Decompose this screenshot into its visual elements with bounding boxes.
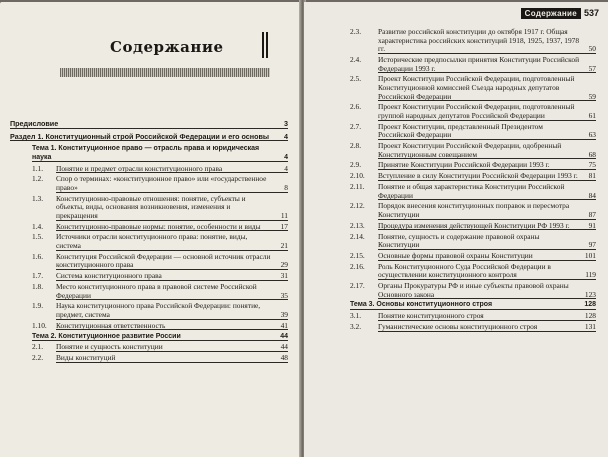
toc-entry-number: 1.6. <box>32 251 44 261</box>
toc-entry <box>350 161 596 170</box>
toc-entry-title: Система конституционного права <box>56 272 288 281</box>
toc-entry-page: 44 <box>280 332 288 340</box>
toc-entry-title: Спор о терминах: «конституционное право» или «государственное право» <box>56 175 288 192</box>
toc-entry-number: 2.1. <box>32 342 44 352</box>
heading-rule <box>60 68 270 77</box>
toc-entry-number: 2.13. <box>350 220 365 230</box>
toc-entry-title: Предисловие <box>10 120 288 129</box>
toc-entry-number: 1.4. <box>32 221 44 231</box>
toc-entry-number: 2.7. <box>350 121 362 131</box>
toc-entry-title: Органы Прокуратуры РФ и иные субъекты правовой охраны Основного закона <box>378 282 596 299</box>
toc-entry <box>350 222 596 231</box>
toc-entry-title: Конституционная ответственность <box>56 322 288 331</box>
toc-entry <box>32 175 288 192</box>
toc-entry-page: 84 <box>588 190 596 200</box>
toc-entry-title: Тема 1. Конституционное право — отрасль права и юридическая наука <box>32 145 288 162</box>
toc-entry-title: Понятие конституционного строя <box>378 312 596 321</box>
toc-entry-number: 2.8. <box>350 141 362 151</box>
toc-entry <box>350 172 596 181</box>
toc-entry-page: 48 <box>280 353 288 363</box>
toc-entry-page: 39 <box>280 309 288 319</box>
right-page <box>304 2 608 457</box>
toc-entry-page: 119 <box>585 270 596 280</box>
toc-entry-number: 1.8. <box>32 282 44 291</box>
toc-entry <box>10 133 288 142</box>
toc-entry-title: Понятие и общая характеристика Конституции Российской Федерации <box>378 183 596 200</box>
toc-entry <box>32 302 288 319</box>
toc-entry-page: 101 <box>584 250 596 260</box>
toc-entry-title: Место конституционного права в правовой системе Российской Федерации <box>56 283 288 300</box>
toc-entry-number: 1.3. <box>32 193 44 203</box>
toc-entry-title: Исторические предпосылки принятия Конституции Российской Федерации 1993 г. <box>378 56 596 73</box>
toc-entry-number: 2.10. <box>350 171 365 181</box>
toc-entry-title: Принятие Конституции Российской Федерации 1993 г. <box>378 161 596 170</box>
toc-entry-number: 1.10. <box>32 320 47 330</box>
toc-entry <box>32 322 288 331</box>
toc-entry <box>350 301 596 310</box>
toc-entry-page: 91 <box>588 220 596 230</box>
toc-entry-title: Понятие и предмет отрасли конституционного права <box>56 165 288 174</box>
toc-entry-title: Порядок внесения конституционных поправок и пересмотра Конституции <box>378 202 596 219</box>
toc-entry-page: 11 <box>280 210 288 220</box>
toc-entry-page: 41 <box>280 320 288 330</box>
toc-entry-page: 128 <box>584 311 596 321</box>
toc-entry-title: Конституция Российской Федерации — основной источник отрасли конституционного права <box>56 253 288 270</box>
toc-entry-title: Наука конституционного права Российской Федерации: понятие, предмет, система <box>56 302 288 319</box>
toc-entry <box>350 103 596 120</box>
toc-entry <box>32 223 288 232</box>
toc-entry <box>32 283 288 300</box>
toc-entry-number: 1.2. <box>32 174 44 184</box>
toc-entry-title: Конституционно-правовые нормы: понятие, особенности и виды <box>56 223 288 232</box>
toc-entry-page: 68 <box>588 149 596 159</box>
toc-entry-number: 2.12. <box>350 201 365 211</box>
toc-entry-number: 2.5. <box>350 74 362 84</box>
toc-entry <box>350 123 596 140</box>
toc-entry-page: 4 <box>284 163 288 173</box>
toc-entry-number: 2.15. <box>350 250 365 260</box>
toc-entry-page: 61 <box>588 110 596 120</box>
running-head-title: Содержание <box>521 8 581 19</box>
toc-entry <box>350 183 596 200</box>
toc-left <box>10 120 288 365</box>
toc-entry <box>350 263 596 280</box>
toc-entry <box>32 272 288 281</box>
toc-entry-page: 8 <box>284 182 288 192</box>
toc-entry <box>32 233 288 250</box>
toc-entry-title: Развитие российской конституции до октября 1917 г. Общая характеристика российских конституций 1918, 1925, 1937, 1978 гг. <box>378 28 596 54</box>
toc-entry-page: 17 <box>280 221 288 231</box>
toc-entry-page: 63 <box>588 130 596 140</box>
toc-entry-title: Раздел 1. Конституционный строй Российской Федерации и его основы <box>10 133 288 142</box>
toc-entry <box>350 312 596 321</box>
toc-entry-title: Проект Конституции Российской Федерации, подготовленный Конституционной комиссией Съезда народных депутатов Российской Федерации <box>378 75 596 101</box>
toc-entry <box>32 145 288 162</box>
toc-entry-title: Конституционно-правовые отношения: понятие, субъекты и объекты, виды, основания возникновения, изменения и прекращения <box>56 195 288 221</box>
toc-entry-title: Проект Конституции Российской Федерации, одобренный Конституционным совещанием <box>378 142 596 159</box>
toc-entry-title: Источники отрасли конституционного права: понятие, виды, система <box>56 233 288 250</box>
toc-entry-page: 21 <box>280 241 288 251</box>
toc-entry-title: Тема 3. Основы конституционного строя <box>350 301 596 310</box>
toc-entry-number: 2.11. <box>350 182 365 191</box>
toc-entry-number: 2.2. <box>32 353 44 363</box>
toc-right <box>312 28 596 334</box>
toc-entry-title: Проект Конституции Российской Федерации, подготовленный группой народных депутатов Российской Федерации <box>378 103 596 120</box>
toc-entry <box>350 323 596 332</box>
toc-entry <box>10 120 288 129</box>
toc-entry-title: Понятие, сущность и содержание правовой охраны Конституции <box>378 233 596 250</box>
toc-entry <box>350 75 596 101</box>
toc-entry-title: Гуманистические основы конституционного строя <box>378 323 596 332</box>
toc-entry-page: 4 <box>284 153 288 161</box>
toc-entry <box>350 28 596 54</box>
toc-entry-number: 3.2. <box>350 322 362 331</box>
toc-entry-number: 2.16. <box>350 261 365 271</box>
toc-entry-title: Роль Конституционного Суда Российской Федерации в осуществлении конституционного контроля <box>378 263 596 280</box>
toc-entry <box>350 202 596 219</box>
toc-entry <box>350 142 596 159</box>
toc-entry-title: Процедура изменения действующей Конституции РФ 1993 г. <box>378 222 596 231</box>
toc-entry-page: 128 <box>584 301 596 309</box>
toc-entry-number: 1.1. <box>32 163 44 173</box>
heading-ornament <box>262 32 271 58</box>
toc-entry <box>350 56 596 73</box>
toc-entry-page: 59 <box>588 91 596 101</box>
toc-entry-page: 3 <box>284 119 288 128</box>
running-head <box>521 6 602 20</box>
toc-entry <box>32 195 288 221</box>
toc-entry-number: 2.14. <box>350 231 365 241</box>
toc-entry-title: Тема 2. Конституционное развитие России <box>32 333 288 342</box>
toc-entry-page: 123 <box>584 289 596 299</box>
toc-entry <box>32 354 288 363</box>
toc-entry-page: 87 <box>588 209 596 219</box>
toc-entry-title: Проект Конституции, представленный Президентом Российской Федерации <box>378 123 596 140</box>
toc-entry-page: 75 <box>588 160 596 170</box>
toc-entry-number: 2.6. <box>350 102 362 112</box>
toc-entry-number: 2.9. <box>350 160 362 170</box>
toc-entry <box>32 343 288 352</box>
toc-entry-number: 2.4. <box>350 54 362 64</box>
left-page <box>0 2 301 457</box>
toc-entry-number: 1.7. <box>32 271 44 281</box>
toc-entry-page: 50 <box>588 44 596 54</box>
toc-entry-page: 29 <box>280 260 288 270</box>
toc-entry-number: 1.9. <box>32 301 44 311</box>
toc-entry-page: 31 <box>280 271 288 281</box>
toc-entry-page: 44 <box>280 342 288 352</box>
toc-entry-title: Основные формы правовой охраны Конституции <box>378 252 596 261</box>
toc-entry-number: 3.1. <box>350 311 362 321</box>
toc-entry <box>32 165 288 174</box>
page-title: Содержание <box>110 38 224 56</box>
toc-entry-number: 1.5. <box>32 232 44 242</box>
toc-entry-title: Понятие и сущность конституции <box>56 343 288 352</box>
toc-entry <box>32 333 288 342</box>
toc-entry-number: 2.17. <box>350 281 365 291</box>
toc-entry-page: 4 <box>284 131 288 141</box>
page-number: 537 <box>583 8 599 18</box>
toc-entry-page: 57 <box>588 63 596 73</box>
toc-entry <box>350 252 596 261</box>
toc-entry-page: 131 <box>584 322 596 331</box>
toc-entry-title: Вступление в силу Конституции Российской Федерации 1993 г. <box>378 172 596 181</box>
toc-entry <box>350 282 596 299</box>
toc-entry-page: 97 <box>588 240 596 250</box>
toc-entry-page: 35 <box>280 290 288 300</box>
toc-entry-page: 81 <box>588 171 596 181</box>
toc-entry <box>350 233 596 250</box>
toc-entry-title: Виды конституций <box>56 354 288 363</box>
toc-entry-number: 2.3. <box>350 27 362 36</box>
toc-entry <box>32 253 288 270</box>
